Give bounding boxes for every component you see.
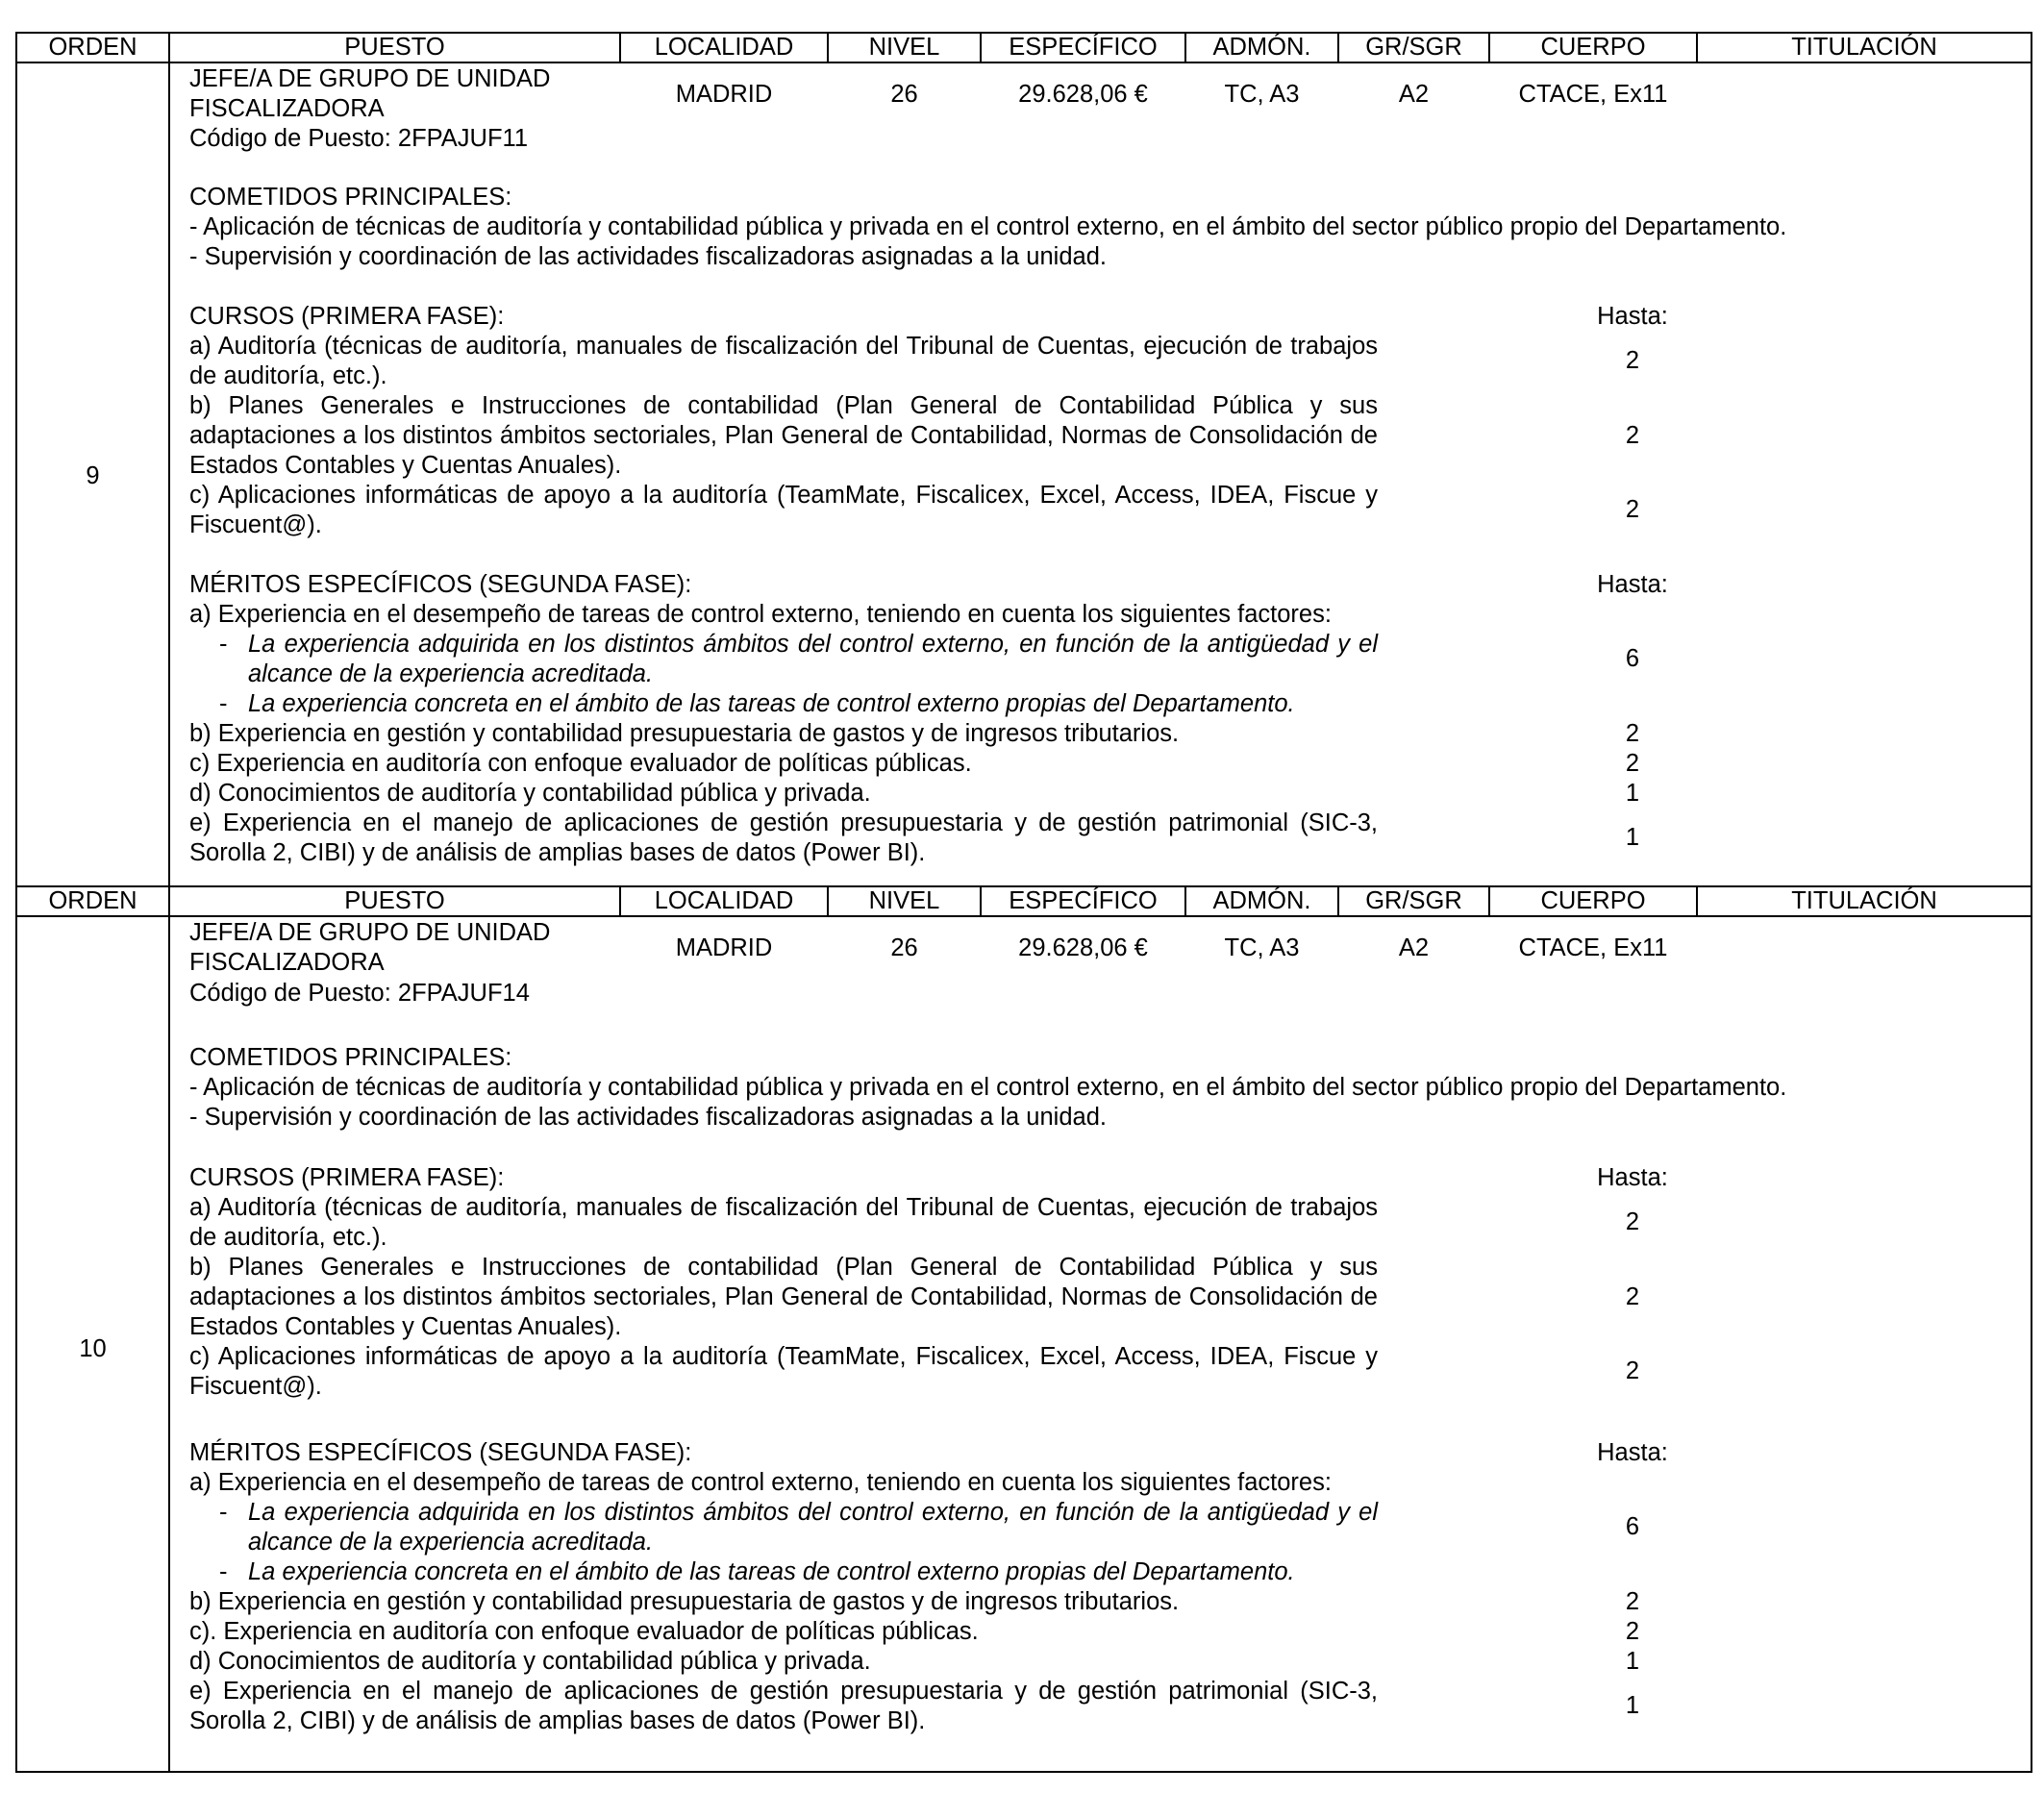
curso-item: a) Auditoría (técnicas de auditoría, manuales de fiscalización del Tribunal de Cuentas, ejecución de trabajos de auditoría, etc.). bbox=[189, 333, 1378, 389]
curso-points: 2 bbox=[1625, 347, 1640, 374]
merito-subitem: La experiencia adquirida en los distintos ámbitos del control externo, en función de la antigüedad y el alcance de la experiencia acreditada. bbox=[248, 631, 1378, 687]
nivel-value: 26 bbox=[890, 81, 918, 108]
header-cuerpo: CUERPO bbox=[1540, 887, 1646, 914]
cursos-title: CURSOS (PRIMERA FASE): bbox=[189, 303, 505, 330]
merito-subitem-dash: - bbox=[219, 1558, 228, 1585]
header-localidad: LOCALIDAD bbox=[654, 887, 794, 914]
merito-item: a) Experiencia en el desempeño de tareas de control externo, teniendo en cuenta los siguientes factores: bbox=[189, 601, 1332, 628]
localidad-value: MADRID bbox=[675, 934, 773, 961]
merito-points: 2 bbox=[1625, 720, 1640, 747]
curso-item: a) Auditoría (técnicas de auditoría, manuales de fiscalización del Tribunal de Cuentas, ejecución de trabajos de auditoría, etc.). bbox=[189, 1194, 1378, 1251]
curso-item: b) Planes Generales e Instrucciones de contabilidad (Plan General de Contabilidad Pública y sus adaptaciones a los distintos ámbitos sectoriales, Plan General de Contabilidad, Normas de Consolidación de Estados Contables y Cuentas Anuales). bbox=[189, 392, 1378, 479]
header-orden: ORDEN bbox=[48, 887, 137, 914]
merito-item: c). Experiencia en auditoría con enfoque evaluador de políticas públicas. bbox=[189, 1618, 979, 1645]
orden-value: 9 bbox=[86, 462, 100, 489]
curso-points: 2 bbox=[1625, 496, 1640, 523]
cuerpo-value: CTACE, Ex11 bbox=[1518, 81, 1668, 108]
table-border bbox=[15, 1771, 2032, 1773]
header-puesto: PUESTO bbox=[344, 34, 445, 61]
puesto-title-cont: FISCALIZADORA bbox=[189, 949, 385, 976]
meritos-title: MÉRITOS ESPECÍFICOS (SEGUNDA FASE): bbox=[189, 1439, 692, 1466]
hasta-label: Hasta: bbox=[1597, 1439, 1668, 1466]
merito-points: 6 bbox=[1625, 1513, 1640, 1540]
especifico-value: 29.628,06 € bbox=[1018, 934, 1148, 961]
cometido-item: - Supervisión y coordinación de las actividades fiscalizadoras asignadas a la unidad. bbox=[189, 243, 1107, 270]
cursos-title: CURSOS (PRIMERA FASE): bbox=[189, 1164, 505, 1191]
header-titulacion: TITULACIÓN bbox=[1791, 34, 1937, 61]
merito-subitem: La experiencia adquirida en los distintos ámbitos del control externo, en función de la antigüedad y el alcance de la experiencia acreditada. bbox=[248, 1499, 1378, 1556]
table-border bbox=[168, 885, 170, 1773]
merito-points: 2 bbox=[1625, 750, 1640, 777]
table-border bbox=[15, 32, 17, 887]
curso-item: b) Planes Generales e Instrucciones de contabilidad (Plan General de Contabilidad Pública y sus adaptaciones a los distintos ámbitos sectoriales, Plan General de Contabilidad, Normas de Consolidación de Estados Contables y Cuentas Anuales). bbox=[189, 1254, 1378, 1340]
header-cuerpo: CUERPO bbox=[1540, 34, 1646, 61]
table-border bbox=[168, 32, 170, 887]
merito-subitem-dash: - bbox=[219, 631, 228, 658]
curso-points: 2 bbox=[1625, 422, 1640, 449]
header-especifico: ESPECÍFICO bbox=[1009, 887, 1158, 914]
curso-item: c) Aplicaciones informáticas de apoyo a la auditoría (TeamMate, Fiscalicex, Excel, Access, IDEA, Fiscue y Fiscuent@). bbox=[189, 482, 1378, 538]
header-gr-sgr: GR/SGR bbox=[1365, 34, 1462, 61]
hasta-label: Hasta: bbox=[1597, 571, 1668, 598]
merito-subitem: La experiencia concreta en el ámbito de las tareas de control externo propias del Departamento. bbox=[248, 1558, 1295, 1585]
merito-item: e) Experiencia en el manejo de aplicaciones de gestión presupuestaria y de gestión patrimonial (SIC-3, Sorolla 2, CIBI) y de análisis de amplias bases de datos (Power BI). bbox=[189, 1678, 1378, 1734]
merito-points: 1 bbox=[1625, 1648, 1640, 1675]
meritos-title: MÉRITOS ESPECÍFICOS (SEGUNDA FASE): bbox=[189, 571, 692, 598]
header-admon: ADMÓN. bbox=[1212, 887, 1311, 914]
curso-points: 2 bbox=[1625, 1357, 1640, 1384]
header-nivel: NIVEL bbox=[868, 887, 940, 914]
especifico-value: 29.628,06 € bbox=[1018, 81, 1148, 108]
merito-points: 1 bbox=[1625, 1692, 1640, 1719]
curso-points: 2 bbox=[1625, 1208, 1640, 1235]
header-especifico: ESPECÍFICO bbox=[1009, 34, 1158, 61]
header-puesto: PUESTO bbox=[344, 887, 445, 914]
merito-points: 1 bbox=[1625, 824, 1640, 851]
cometidos-title: COMETIDOS PRINCIPALES: bbox=[189, 1044, 512, 1071]
merito-item: a) Experiencia en el desempeño de tareas de control externo, teniendo en cuenta los siguientes factores: bbox=[189, 1469, 1332, 1496]
merito-points: 6 bbox=[1625, 645, 1640, 672]
header-gr-sgr: GR/SGR bbox=[1365, 887, 1462, 914]
table-border bbox=[15, 885, 17, 1773]
localidad-value: MADRID bbox=[675, 81, 773, 108]
admon-value: TC, A3 bbox=[1224, 81, 1300, 108]
header-nivel: NIVEL bbox=[868, 34, 940, 61]
puesto-code: Código de Puesto: 2FPAJUF11 bbox=[189, 125, 528, 152]
merito-points: 1 bbox=[1625, 780, 1640, 807]
puesto-title: JEFE/A DE GRUPO DE UNIDAD bbox=[189, 65, 551, 92]
merito-points: 2 bbox=[1625, 1588, 1640, 1615]
header-admon: ADMÓN. bbox=[1212, 34, 1311, 61]
merito-subitem: La experiencia concreta en el ámbito de las tareas de control externo propias del Departamento. bbox=[248, 690, 1295, 717]
hasta-label: Hasta: bbox=[1597, 1164, 1668, 1191]
admon-value: TC, A3 bbox=[1224, 934, 1300, 961]
curso-item: c) Aplicaciones informáticas de apoyo a la auditoría (TeamMate, Fiscalicex, Excel, Access, IDEA, Fiscue y Fiscuent@). bbox=[189, 1343, 1378, 1400]
cometido-item: - Aplicación de técnicas de auditoría y contabilidad pública y privada en el control externo, en el ámbito del sector público propio del Departamento. bbox=[189, 1074, 1787, 1101]
merito-subitem-dash: - bbox=[219, 1499, 228, 1526]
puesto-title: JEFE/A DE GRUPO DE UNIDAD bbox=[189, 919, 551, 946]
merito-item: b) Experiencia en gestión y contabilidad presupuestaria de gastos y de ingresos tributarios. bbox=[189, 1588, 1180, 1615]
merito-item: c) Experiencia en auditoría con enfoque evaluador de políticas públicas. bbox=[189, 750, 972, 777]
hasta-label: Hasta: bbox=[1597, 303, 1668, 330]
puesto-title-cont: FISCALIZADORA bbox=[189, 95, 385, 122]
header-titulacion: TITULACIÓN bbox=[1791, 887, 1937, 914]
merito-item: e) Experiencia en el manejo de aplicaciones de gestión presupuestaria y de gestión patrimonial (SIC-3, Sorolla 2, CIBI) y de análisis de amplias bases de datos (Power BI). bbox=[189, 809, 1378, 866]
cometido-item: - Aplicación de técnicas de auditoría y contabilidad pública y privada en el control externo, en el ámbito del sector público propio del Departamento. bbox=[189, 213, 1787, 240]
table-border bbox=[2031, 885, 2032, 1773]
table-border bbox=[2031, 32, 2032, 887]
merito-item: d) Conocimientos de auditoría y contabilidad pública y privada. bbox=[189, 780, 871, 807]
merito-subitem-dash: - bbox=[219, 690, 228, 717]
curso-points: 2 bbox=[1625, 1283, 1640, 1310]
nivel-value: 26 bbox=[890, 934, 918, 961]
header-localidad: LOCALIDAD bbox=[654, 34, 794, 61]
header-orden: ORDEN bbox=[48, 34, 137, 61]
cometidos-title: COMETIDOS PRINCIPALES: bbox=[189, 184, 512, 211]
orden-value: 10 bbox=[79, 1335, 107, 1362]
merito-item: d) Conocimientos de auditoría y contabilidad pública y privada. bbox=[189, 1648, 871, 1675]
cuerpo-value: CTACE, Ex11 bbox=[1518, 934, 1668, 961]
merito-points: 2 bbox=[1625, 1618, 1640, 1645]
puesto-code: Código de Puesto: 2FPAJUF14 bbox=[189, 980, 530, 1007]
cometido-item: - Supervisión y coordinación de las actividades fiscalizadoras asignadas a la unidad. bbox=[189, 1104, 1107, 1131]
gr-sgr-value: A2 bbox=[1398, 81, 1430, 108]
merito-item: b) Experiencia en gestión y contabilidad presupuestaria de gastos y de ingresos tributarios. bbox=[189, 720, 1180, 747]
gr-sgr-value: A2 bbox=[1398, 934, 1430, 961]
